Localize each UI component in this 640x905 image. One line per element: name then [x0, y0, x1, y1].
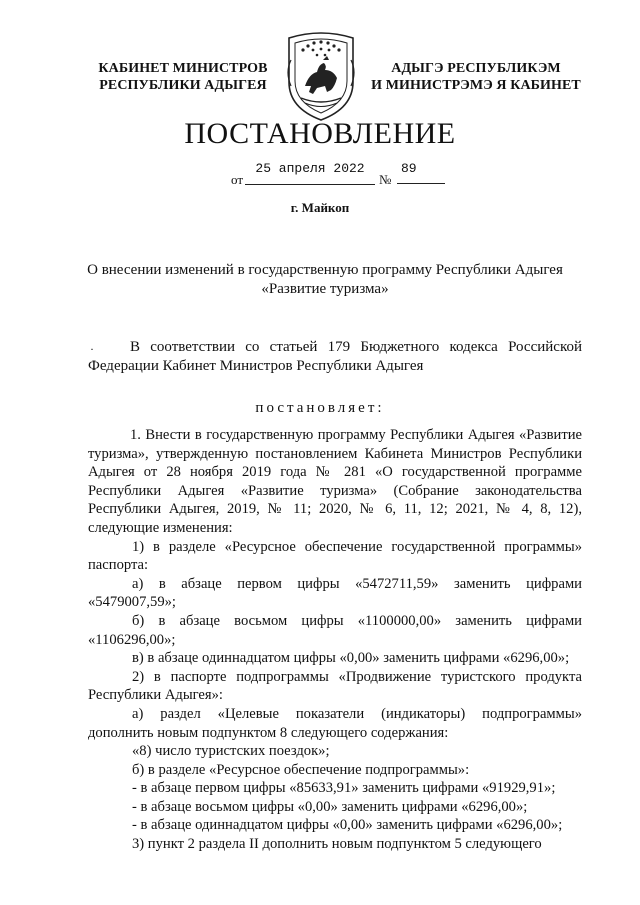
paragraph: 1) в разделе «Ресурсное обеспечение государственной программы» паспорта: — [88, 538, 582, 574]
date-number-line — [231, 160, 451, 186]
paragraph: а) раздел «Целевые показатели (индикаторы) подпрограммы» дополнить новым подпунктом 8 следующего содержания: — [88, 705, 582, 741]
preamble-text: В соответствии со статьей 179 Бюджетного кодекса Российской Федерации Кабинет Министров Республики Адыгея — [88, 339, 582, 374]
paragraph: б) в разделе «Ресурсное обеспечение подпрограммы»: — [132, 761, 470, 778]
preamble — [88, 338, 582, 376]
issuer-right-line1: АДЫГЭ РЕСПУБЛИКЭМ — [391, 61, 561, 76]
paragraph: 3) пункт 2 раздела II дополнить новым подпунктом 5 следующего — [132, 836, 542, 853]
paragraph: - в абзаце восьмом цифры «0,00» заменить цифрами «6296,00»; — [132, 798, 528, 815]
paragraph: а) в абзаце первом цифры «5472711,59» заменить цифрами «5479007,59»; — [88, 575, 582, 611]
document-title: ПОСТАНОВЛЕНИЕ — [184, 117, 456, 150]
subject — [60, 261, 590, 299]
issuer-right-line2: И МИНИСТРЭМЭ Я КАБИНЕТ — [371, 78, 581, 93]
issuer-left — [92, 60, 274, 94]
issuer-right — [370, 60, 582, 94]
resolves-heading: постановляет: — [255, 400, 385, 416]
paragraph: «8) число туристских поездок»; — [132, 743, 330, 760]
issuer-left-line1: КАБИНЕТ МИНИСТРОВ — [98, 61, 268, 76]
coat-of-arms-icon — [283, 30, 359, 122]
subject-line1: О внесении изменений в государственную программу Республики Адыгея — [87, 262, 563, 278]
date-label: от — [231, 172, 244, 187]
date-field: 25 апреля 2022 — [245, 160, 375, 185]
paragraph: в) в абзаце одиннадцатом цифры «0,00» заменить цифрами «6296,00»; — [132, 650, 570, 667]
paragraph: 2) в паспорте подпрограммы «Продвижение туристского продукта Республики Адыгея»: — [88, 668, 582, 704]
issuer-left-line2: РЕСПУБЛИКИ АДЫГЕЯ — [99, 78, 267, 93]
document-body — [88, 426, 582, 854]
number-field: 89 — [397, 160, 445, 184]
paragraph: 1. Внести в государственную программу Республики Адыгея «Развитие туризма», утвержденную постановлением Кабинета Министров Республики Адыгея от 28 ноября 2019 года № 281 «О государственной программе Республики Адыгея «Развитие туризма» (Собрание законодательства Республики Адыгея, 2019, № 11; 2020, № 6, 11, 12; 2021, № 4, 8, 12), следующие изменения: — [88, 427, 582, 536]
city: г. Майкоп — [290, 200, 350, 215]
number-label: № — [379, 172, 392, 187]
paragraph: - в абзаце одиннадцатом цифры «0,00» заменить цифрами «6296,00»; — [132, 817, 563, 834]
subject-line2: «Развитие туризма» — [261, 281, 389, 297]
paragraph: - в абзаце первом цифры «85633,91» заменить цифрами «91929,91»; — [132, 780, 556, 797]
paragraph: б) в абзаце восьмом цифры «1100000,00» заменить цифрами «1106296,00»; — [88, 612, 582, 648]
margin-mark: · — [90, 342, 94, 356]
